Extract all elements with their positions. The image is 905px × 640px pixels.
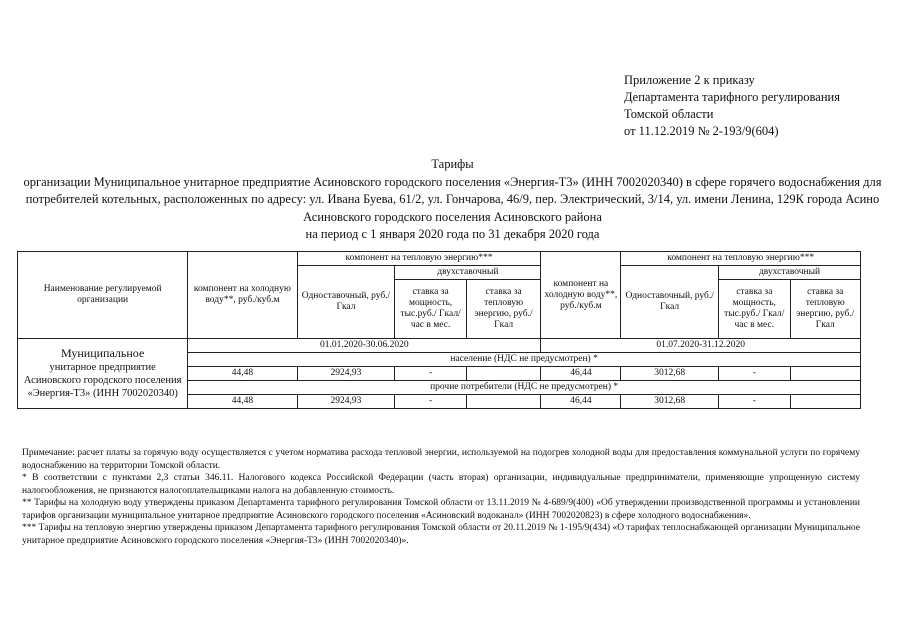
cell-power-2: - <box>719 367 790 381</box>
title-period: на период с 1 января 2020 года по 31 декабря 2020 года <box>305 227 600 241</box>
header-water-2: компонент на холодную воду**, руб./куб.м <box>541 252 621 339</box>
cell-water-1: 44,48 <box>188 367 297 381</box>
header-power-2: ставка за мощность, тыс.руб./ Гкал/час в мес. <box>719 280 790 339</box>
notes-section <box>22 447 860 547</box>
header-water-1: компонент на холодную воду**, руб./куб.м <box>188 252 297 339</box>
appendix-line-3: Томской области <box>624 107 714 121</box>
header-energy-2: ставка за тепловую энергию, руб./Гкал <box>790 280 860 339</box>
cell-energy-1 <box>466 395 541 409</box>
header-double-1: двухставочный <box>395 266 541 280</box>
cell-energy-1 <box>466 367 541 381</box>
appendix-line-1: Приложение 2 к приказу <box>624 73 755 87</box>
cell-water-1: 44,48 <box>188 395 297 409</box>
appendix-line-4: от 11.12.2019 № 2-193/9(604) <box>624 124 779 138</box>
group-other: прочие потребители (НДС не предусмотрен) * <box>188 381 861 395</box>
header-heat-2: компонент на тепловую энергию*** <box>621 252 861 266</box>
note-water: ** Тарифы на холодную воду утверждены приказом Департамента тарифного регулирования Томской области от 13.11.2019 № 4-689/9(400) «Об утверждении производственной программы и установлении тарифов организации муниципальное унитарное предприятие Асиновского городского поселения «Асиновский водоканал» (ИНН 7002020823) в сфере холодного водоснабжения». <box>22 498 860 521</box>
tariff-table <box>17 251 861 409</box>
note-main: Примечание: расчет платы за горячую воду осуществляется с учетом норматива расхода тепловой энергии, используемой на подогрев холодной воды для предоставления коммунальной услуги по горячему водоснабжению на территории Томской области. <box>22 448 860 471</box>
cell-single-1: 2924,93 <box>297 395 395 409</box>
cell-energy-2 <box>790 367 860 381</box>
header-heat-1: компонент на тепловую энергию*** <box>297 252 541 266</box>
cell-single-1: 2924,93 <box>297 367 395 381</box>
cell-water-2: 46,44 <box>541 367 621 381</box>
title-organization: организации Муниципальное унитарное предприятие Асиновского городского поселения «Энергия-Т3» (ИНН 7002020340) в сфере горячего водоснабжения для потребителей котельных, расположенных по адресу: ул. Ивана Буева, 61/2, ул. Гончарова, 46/9, пер. Электрический, 3/14, ул. имени Ленина, 129К города Асино Асиновского городского поселения Асиновского района <box>23 174 882 224</box>
cell-single-2: 3012,68 <box>621 367 719 381</box>
header-single-1: Одноставочный, руб./Гкал <box>297 266 395 339</box>
cell-power-1: - <box>395 367 466 381</box>
cell-power-2: - <box>719 395 790 409</box>
cell-power-1: - <box>395 395 466 409</box>
period-2: 01.07.2020-31.12.2020 <box>541 339 861 353</box>
org-name-cell <box>18 339 188 409</box>
org-name-rest: унитарное предприятие Асиновского городского поселения «Энергия-Т3» (ИНН 7002020340) <box>23 362 182 399</box>
org-name-line1: Муниципальное <box>61 346 145 360</box>
note-heat: *** Тарифы на тепловую энергию утверждены приказом Департамента тарифного регулирования Томской области от 20.11.2019 № 1-195/9(434) «О тарифах теплоснабжающей организации Муниципальное унитарное предприятие Асиновского городского поселения «Энергия-Т3» (ИНН 7002020340)». <box>22 523 860 546</box>
header-single-2: Одноставочный, руб./Гкал <box>621 266 719 339</box>
header-power-1: ставка за мощность, тыс.руб./ Гкал/час в мес. <box>395 280 466 339</box>
cell-energy-2 <box>790 395 860 409</box>
period-1: 01.01.2020-30.06.2020 <box>188 339 541 353</box>
note-vat: * В соответствии с пунктами 2,3 статьи 346.11. Налогового кодекса Российской Федерации (часть вторая) организации, индивидуальные предприниматели, применяющие упрощенную систему налогообложения, не признаются налогоплательщиками налога на добавленную стоимость. <box>22 473 860 496</box>
group-population: население (НДС не предусмотрен) * <box>188 353 861 367</box>
appendix-line-2: Департамента тарифного регулирования <box>624 90 840 104</box>
cell-water-2: 46,44 <box>541 395 621 409</box>
document-title <box>20 156 885 244</box>
header-org: Наименование регулируемой организации <box>18 252 188 339</box>
cell-single-2: 3012,68 <box>621 395 719 409</box>
appendix-header <box>624 72 894 140</box>
header-energy-1: ставка за тепловую энергию, руб./Гкал <box>466 280 541 339</box>
title-heading: Тарифы <box>431 157 474 171</box>
header-double-2: двухставочный <box>719 266 861 280</box>
